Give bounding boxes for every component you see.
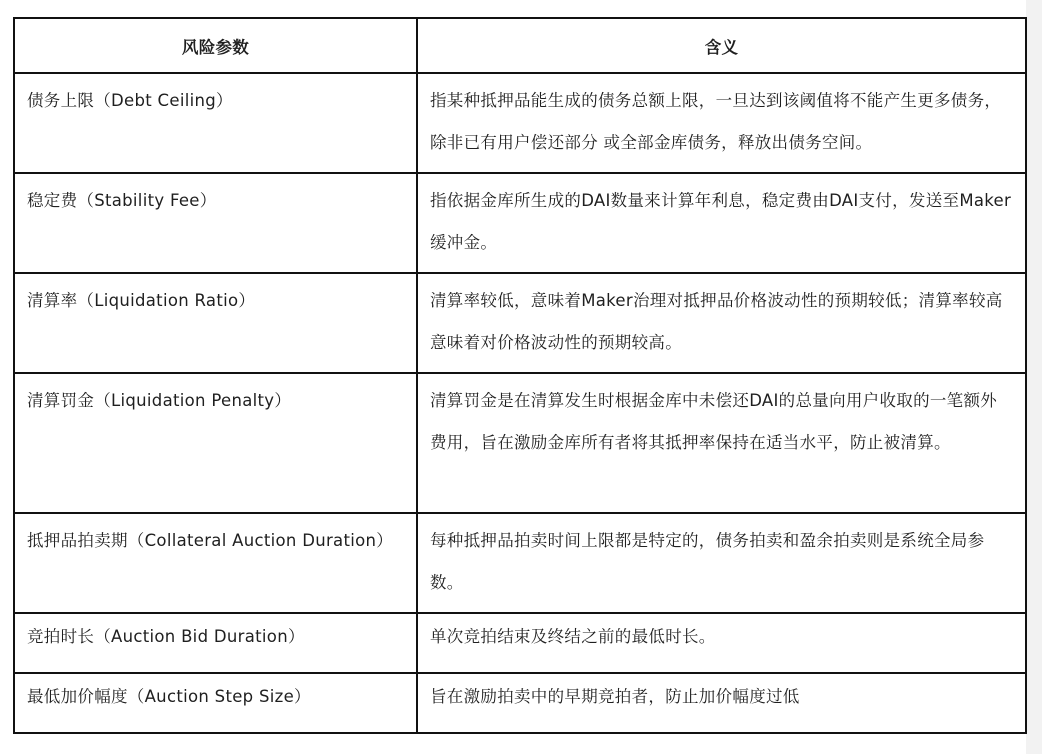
meaning-cell: [417, 613, 1026, 673]
meaning-cell: [417, 673, 1026, 733]
param-text: 清算率（Liquidation Ratio）: [27, 291, 256, 310]
meaning-text: 指依据金库所生成的DAI数量来计算年利息，稳定费由DAI支付，发送至Maker缓冲金。: [430, 191, 1012, 252]
header-meaning: 含义: [417, 18, 1026, 73]
param-text: 稳定费（Stability Fee）: [27, 191, 217, 210]
param-cell: [14, 373, 417, 513]
param-cell: [14, 73, 417, 173]
param-text: 清算罚金（Liquidation Penalty）: [27, 391, 292, 410]
meaning-cell: [417, 173, 1026, 273]
header-risk-parameter: 风险参数: [14, 18, 417, 73]
param-text: 抵押品拍卖期（Collateral Auction Duration）: [27, 531, 394, 550]
meaning-text: 清算罚金是在清算发生时根据金库中未偿还DAI的总量向用户收取的一笔额外费用，旨在激励金库所有者将其抵押率保持在适当水平，防止被清算。: [430, 391, 998, 452]
table-row: [14, 273, 1026, 373]
meaning-cell: [417, 273, 1026, 373]
param-cell: [14, 613, 417, 673]
meaning-text: 指某种抵押品能生成的债务总额上限，一旦达到该阈值将不能产生更多债务，除非已有用户偿还部分 或全部金库债务，释放出债务空间。: [430, 91, 1002, 152]
table-row: [14, 613, 1026, 673]
page-edge-shade: [1026, 0, 1042, 754]
meaning-cell: [417, 73, 1026, 173]
param-text: 最低加价幅度（Auction Step Size）: [27, 687, 311, 706]
param-text: 竞拍时长（Auction Bid Duration）: [27, 627, 305, 646]
meaning-text: 旨在激励拍卖中的早期竞拍者，防止加价幅度过低: [430, 687, 800, 706]
table-row: [14, 513, 1026, 613]
param-text: 债务上限（Debt Ceiling）: [27, 91, 233, 110]
meaning-text: 清算率较低，意味着Maker治理对抵押品价格波动性的预期较低；清算率较高意味着对价格波动性的预期较高。: [430, 291, 1003, 352]
meaning-text: 单次竞拍结束及终结之前的最低时长。: [430, 627, 716, 646]
meaning-cell: [417, 513, 1026, 613]
meaning-cell: [417, 373, 1026, 513]
param-cell: [14, 173, 417, 273]
table-row: [14, 373, 1026, 513]
param-cell: [14, 673, 417, 733]
param-cell: [14, 273, 417, 373]
table-row: [14, 673, 1026, 733]
risk-parameter-table: [13, 17, 1027, 734]
table-row: [14, 73, 1026, 173]
meaning-text: 每种抵押品拍卖时间上限都是特定的，债务拍卖和盈余拍卖则是系统全局参数。: [430, 531, 985, 592]
table-header-row: [14, 18, 1026, 73]
param-cell: [14, 513, 417, 613]
table-row: [14, 173, 1026, 273]
